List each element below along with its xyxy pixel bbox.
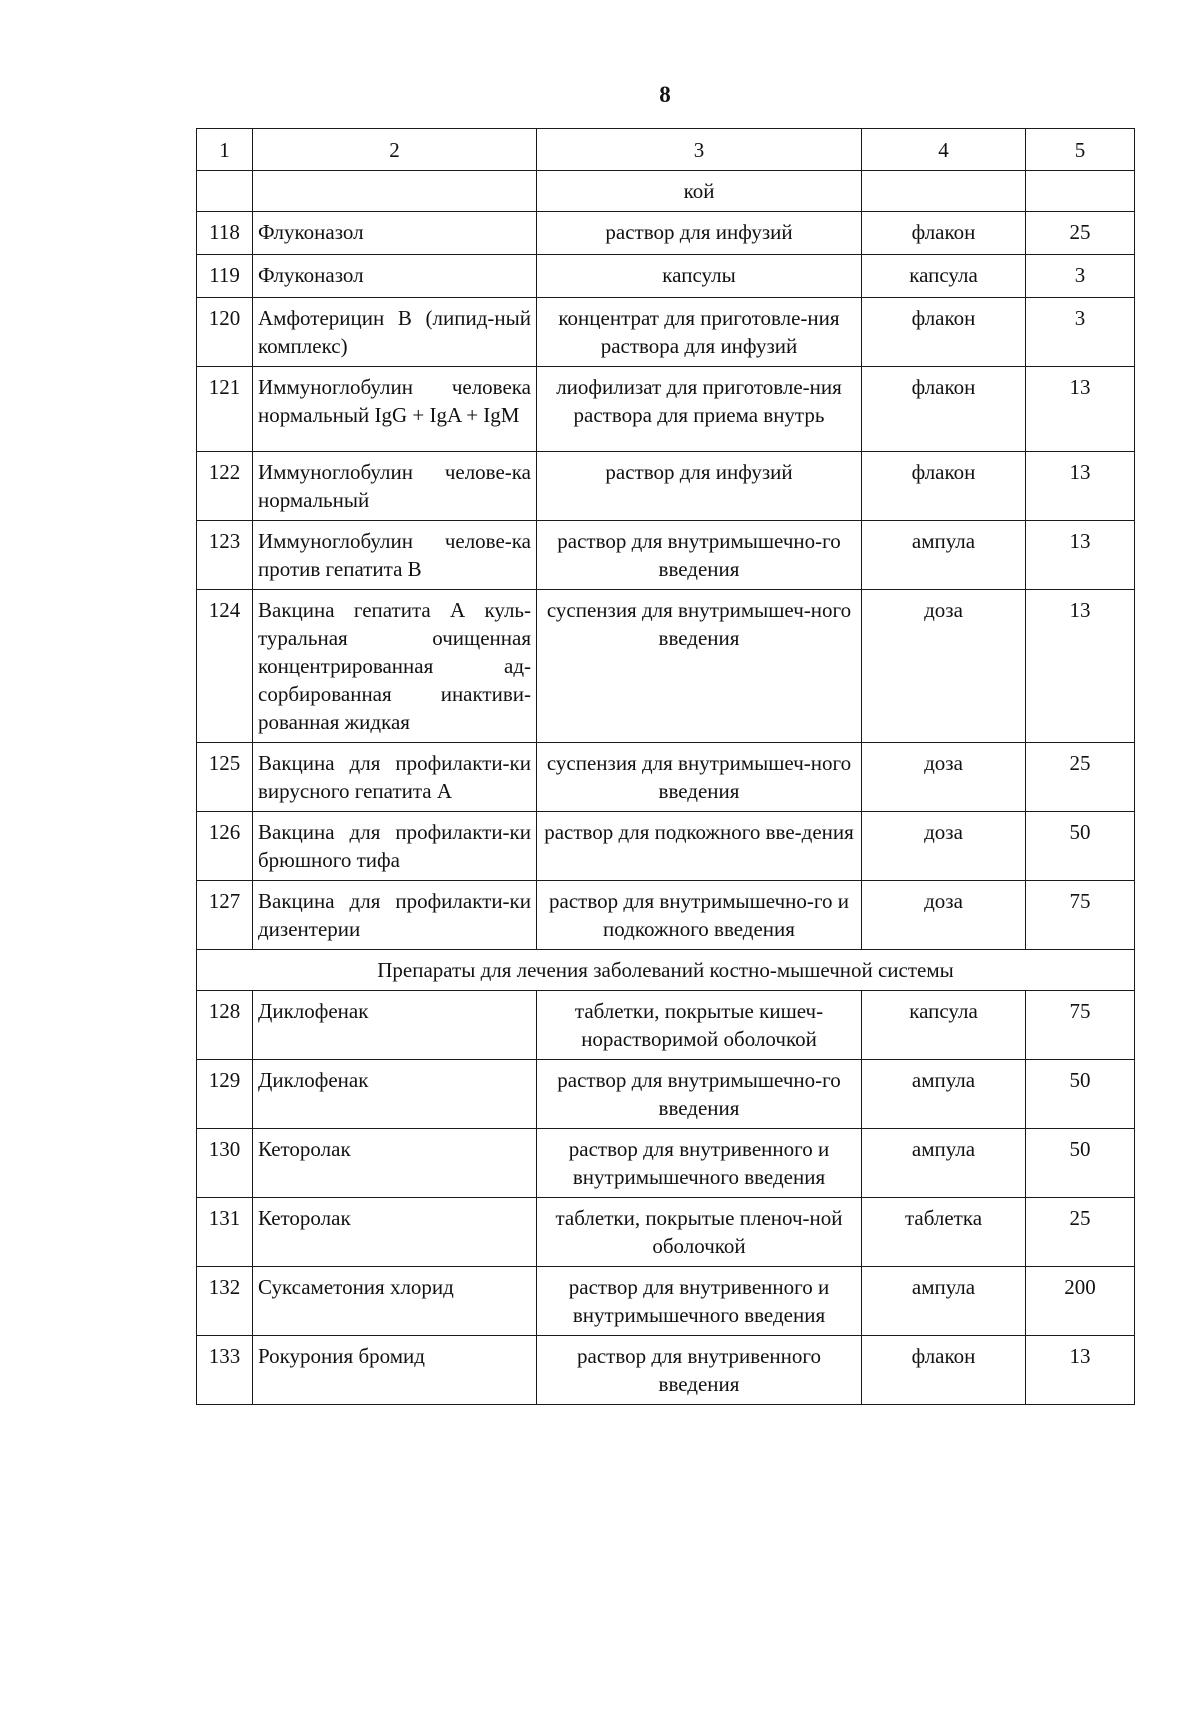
continuation-cell-2	[253, 171, 537, 212]
dosage-form-cell: раствор для инфузий	[537, 212, 862, 255]
column-number-2: 2	[253, 129, 537, 171]
drug-name-cell: Рокурония бромид	[253, 1336, 537, 1405]
quantity-cell: 25	[1026, 212, 1135, 255]
quantity-cell: 25	[1026, 1198, 1135, 1267]
dosage-form-cell: концентрат для приготовле-ния раствора для инфузий	[537, 298, 862, 367]
unit-cell: флакон	[862, 452, 1026, 521]
dosage-form-cell: раствор для внутривенного и внутримышечного введения	[537, 1267, 862, 1336]
unit-cell: доза	[862, 881, 1026, 950]
drug-name-cell: Вакцина для профилакти-ки дизентерии	[253, 881, 537, 950]
quantity-cell: 50	[1026, 1060, 1135, 1129]
column-number-1: 1	[197, 129, 253, 171]
medication-table	[196, 128, 1135, 1405]
row-number-cell: 131	[197, 1198, 253, 1267]
page-number: 8	[659, 82, 671, 107]
continuation-cell-3: кой	[537, 171, 862, 212]
table-row	[197, 1129, 1135, 1198]
table-row	[197, 212, 1135, 255]
unit-cell: таблетка	[862, 1198, 1026, 1267]
dosage-form-cell: капсулы	[537, 255, 862, 298]
section-title: Препараты для лечения заболеваний костно-мышечной системы	[197, 950, 1135, 991]
row-number-cell: 120	[197, 298, 253, 367]
quantity-cell: 13	[1026, 521, 1135, 590]
row-number-cell: 125	[197, 743, 253, 812]
drug-name-cell: Диклофенак	[253, 991, 537, 1060]
table-row	[197, 452, 1135, 521]
unit-cell: доза	[862, 590, 1026, 743]
table-row	[197, 991, 1135, 1060]
row-number-cell: 122	[197, 452, 253, 521]
row-number-cell: 129	[197, 1060, 253, 1129]
continuation-cell-1	[197, 171, 253, 212]
unit-cell: ампула	[862, 1129, 1026, 1198]
quantity-cell: 13	[1026, 1336, 1135, 1405]
unit-cell: флакон	[862, 1336, 1026, 1405]
row-number-cell: 133	[197, 1336, 253, 1405]
quantity-cell: 75	[1026, 991, 1135, 1060]
dosage-form-cell: раствор для внутримышечно-го и подкожного введения	[537, 881, 862, 950]
quantity-cell: 50	[1026, 812, 1135, 881]
unit-cell: ампула	[862, 1267, 1026, 1336]
unit-cell: капсула	[862, 255, 1026, 298]
row-number-cell: 123	[197, 521, 253, 590]
row-number-cell: 130	[197, 1129, 253, 1198]
drug-name-cell: Флуконазол	[253, 255, 537, 298]
drug-name-cell: Амфотерицин В (липид-ный комплекс)	[253, 298, 537, 367]
quantity-cell: 50	[1026, 1129, 1135, 1198]
dosage-form-cell: лиофилизат для приготовле-ния раствора для приема внутрь	[537, 367, 862, 452]
table-row	[197, 590, 1135, 743]
quantity-cell: 3	[1026, 298, 1135, 367]
table-row	[197, 812, 1135, 881]
unit-cell: ампула	[862, 521, 1026, 590]
row-number-cell: 119	[197, 255, 253, 298]
unit-cell: флакон	[862, 367, 1026, 452]
continuation-row	[197, 171, 1135, 212]
quantity-cell: 75	[1026, 881, 1135, 950]
quantity-cell: 200	[1026, 1267, 1135, 1336]
drug-name-cell: Иммуноглобулин челове-ка против гепатита В	[253, 521, 537, 590]
row-number-cell: 128	[197, 991, 253, 1060]
quantity-cell: 25	[1026, 743, 1135, 812]
row-number-cell: 127	[197, 881, 253, 950]
unit-cell: доза	[862, 812, 1026, 881]
table-row	[197, 521, 1135, 590]
column-number-row	[197, 129, 1135, 171]
drug-name-cell: Вакцина гепатита А куль-туральная очищенная концентрированная ад-сорбированная инактиви-рованная жидкая	[253, 590, 537, 743]
dosage-form-cell: раствор для внутримышечно-го введения	[537, 521, 862, 590]
dosage-form-cell: раствор для внутривенного введения	[537, 1336, 862, 1405]
section-row	[197, 950, 1135, 991]
dosage-form-cell: раствор для подкожного вве-дения	[537, 812, 862, 881]
drug-name-cell: Диклофенак	[253, 1060, 537, 1129]
unit-cell: капсула	[862, 991, 1026, 1060]
table-row	[197, 1336, 1135, 1405]
table-row	[197, 255, 1135, 298]
dosage-form-cell: таблетки, покрытые пленоч-ной оболочкой	[537, 1198, 862, 1267]
continuation-cell-5	[1026, 171, 1135, 212]
column-number-4: 4	[862, 129, 1026, 171]
quantity-cell: 13	[1026, 590, 1135, 743]
table-row	[197, 743, 1135, 812]
unit-cell: флакон	[862, 212, 1026, 255]
unit-cell: ампула	[862, 1060, 1026, 1129]
quantity-cell: 3	[1026, 255, 1135, 298]
row-number-cell: 126	[197, 812, 253, 881]
drug-name-cell: Иммуноглобулин человека нормальный IgG + IgA + IgM	[253, 367, 537, 452]
dosage-form-cell: суспензия для внутримышеч-ного введения	[537, 743, 862, 812]
drug-name-cell: Кеторолак	[253, 1129, 537, 1198]
table-row	[197, 881, 1135, 950]
dosage-form-cell: суспензия для внутримышеч-ного введения	[537, 590, 862, 743]
row-number-cell: 124	[197, 590, 253, 743]
drug-name-cell: Вакцина для профилакти-ки вирусного гепатита А	[253, 743, 537, 812]
row-number-cell: 118	[197, 212, 253, 255]
dosage-form-cell: таблетки, покрытые кишеч-норастворимой оболочкой	[537, 991, 862, 1060]
dosage-form-cell: раствор для внутривенного и внутримышечного введения	[537, 1129, 862, 1198]
table-row	[197, 1060, 1135, 1129]
table-row	[197, 1267, 1135, 1336]
drug-name-cell: Суксаметония хлорид	[253, 1267, 537, 1336]
table-row	[197, 298, 1135, 367]
quantity-cell: 13	[1026, 452, 1135, 521]
table-row	[197, 1198, 1135, 1267]
unit-cell: доза	[862, 743, 1026, 812]
drug-name-cell: Вакцина для профилакти-ки брюшного тифа	[253, 812, 537, 881]
drug-name-cell: Кеторолак	[253, 1198, 537, 1267]
row-number-cell: 132	[197, 1267, 253, 1336]
unit-cell: флакон	[862, 298, 1026, 367]
continuation-cell-4	[862, 171, 1026, 212]
row-number-cell: 121	[197, 367, 253, 452]
drug-name-cell: Флуконазол	[253, 212, 537, 255]
quantity-cell: 13	[1026, 367, 1135, 452]
column-number-5: 5	[1026, 129, 1135, 171]
dosage-form-cell: раствор для инфузий	[537, 452, 862, 521]
column-number-3: 3	[537, 129, 862, 171]
table-row	[197, 367, 1135, 452]
dosage-form-cell: раствор для внутримышечно-го введения	[537, 1060, 862, 1129]
drug-name-cell: Иммуноглобулин челове-ка нормальный	[253, 452, 537, 521]
